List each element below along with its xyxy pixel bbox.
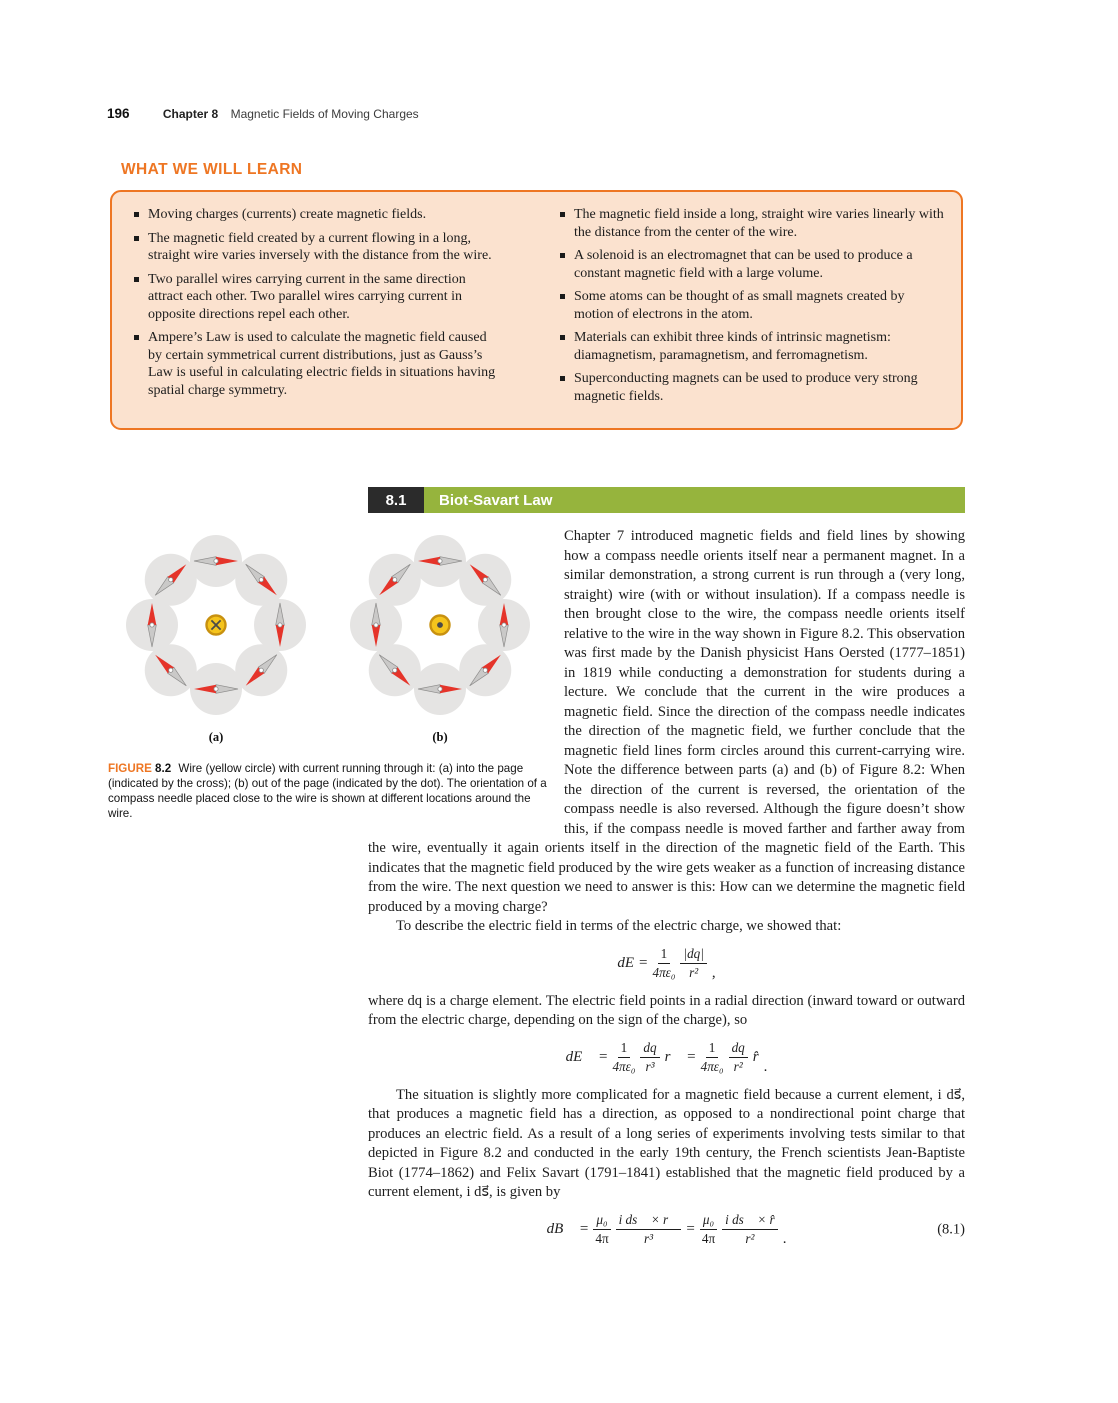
- page-number: 196: [107, 106, 130, 121]
- panel-b-label: (b): [432, 730, 448, 744]
- compass-pivot: [169, 578, 173, 582]
- fraction: [652, 946, 675, 982]
- fraction-denominator: r²: [689, 965, 699, 980]
- unit-vector-r: r̂: [752, 1048, 759, 1065]
- fraction-numerator: |dq|: [680, 946, 706, 965]
- equals-sign: =: [687, 1048, 696, 1065]
- bullet-icon: [560, 376, 565, 381]
- bullet-icon: [560, 294, 565, 299]
- compass-pivot: [214, 559, 218, 563]
- paragraph-biot-savart-history: The situation is slightly more complicated for a magnetic field because a current element, i ds⃗, that produces a magnetic field has a direction, as opposed to a nondirectional point charge that produces an electric field. As a result of a long series of experiments involving tests similar to that depicted in Figure 8.2 and conducted in the early 19th century, the French scientists Jean-Baptiste Biot (1774–1862) and Felix Savart (1791–1841) established that the magnetic field produced by a current element, i ds⃗, is given by: [368, 1086, 965, 1200]
- learn-item-text: Materials can exhibit three kinds of intrinsic magnetism: diamagnetism, paramagnetism, and ferromagnetism.: [574, 330, 891, 363]
- fraction-denominator: 4πε₀: [612, 1059, 636, 1074]
- figure-panel-b: [340, 529, 540, 748]
- equation-electric-field-magnitude: [368, 946, 965, 982]
- fraction-denominator: r²: [733, 1059, 743, 1074]
- fraction-numerator: 1: [618, 1040, 631, 1059]
- fraction-numerator: dq: [640, 1040, 659, 1059]
- equals-sign: =: [639, 954, 648, 971]
- what-we-will-learn-box: [110, 190, 963, 430]
- learn-item-text: A solenoid is an electromagnet that can be used to produce a constant magnetic field with a large volume.: [574, 248, 913, 281]
- figure-8-2: [108, 529, 550, 821]
- bullet-icon: [134, 335, 139, 340]
- figure-label: FIGURE: [108, 761, 152, 775]
- figure-panels: [108, 529, 550, 748]
- compass-pivot: [150, 623, 154, 627]
- equation-body: [547, 1212, 787, 1248]
- fraction: [729, 1040, 748, 1076]
- bullet-icon: [134, 277, 139, 282]
- fraction: [700, 1212, 717, 1248]
- learn-item: [134, 329, 502, 399]
- punctuation: .: [782, 1231, 787, 1247]
- fraction-denominator: 4π: [701, 1231, 716, 1246]
- fraction-numerator: μ₀: [700, 1212, 717, 1231]
- bullet-icon: [560, 212, 565, 217]
- compass-pivot: [214, 687, 218, 691]
- equation-body: [566, 1040, 768, 1076]
- paragraph-oersted-demo: Chapter 7 introduced magnetic fields and field lines by showing how a compass needle orients itself near a permanent magnet. In a similar demonstration, a strong current is run through a (very long, straight) wire (with or without insulation). If a compass needle is then brought close to the wire, the compass needle orients itself relative to the wire in the way shown in Figure 8.2. This observation was first made by the Danish physicist Hans Oersted (1777–1851) in 1819 while conducting a demonstration for students during a lecture. We conclude that the current in the wire produces a magnetic field. Since the direction of the compass needle indicates the direction of the magnetic field, we further conclude that the magnetic field lines form circles around this current-carrying wire. Note the difference between parts (a) and (b) of Figure 8.2: When the direction of the current is reversed, the orientation of the compass needle is also reversed. Although the figure doesn’t show this, if the compass needle is moved farther and farther away from the wire, eventually it again orients itself in the direction of the magnetic field of the Earth. This indicates that the magnetic field produced by the wire gets weaker as a function of increasing distance from the wire. The next question we need to answer is this: How can we determine the magnetic field produced by a moving charge?: [368, 528, 965, 915]
- compass-pivot: [483, 578, 487, 582]
- fraction-denominator: 4π: [595, 1231, 609, 1246]
- equation-electric-field-vector: [368, 1040, 965, 1076]
- learn-item-text: Ampere’s Law is used to calculate the magnetic field caused by certain symmetrical current distributions, just as Gauss’s Law is useful in calculating electric fields in situations having spatial charge symmetry.: [148, 330, 496, 398]
- equals-sign: =: [686, 1220, 695, 1237]
- compass-diagram-current-into-page: [116, 529, 316, 725]
- compass-pivot: [438, 687, 442, 691]
- learn-item: [560, 370, 945, 405]
- section-header: [368, 487, 965, 513]
- fraction-denominator: 4πε₀: [700, 1059, 724, 1074]
- compass-pivot: [259, 668, 263, 672]
- learn-column-left: [134, 206, 502, 418]
- vector-r: r⃗: [664, 1048, 683, 1065]
- eq-lhs: dE: [617, 954, 634, 971]
- chapter-label: Chapter 8: [162, 107, 219, 121]
- compass-diagram-current-out-of-page: [340, 529, 540, 725]
- figure-caption-text: Wire (yellow circle) with current running through it: (a) into the page (indicated by the cross); (b) out of the page (indicated by the dot). The orientation of a compass needle placed close to the wire is shown at different locations around the wire.: [108, 761, 547, 821]
- compass-pivot: [278, 623, 282, 627]
- bullet-icon: [560, 335, 565, 340]
- fraction-numerator: i ds⃗ × r̂: [722, 1212, 778, 1231]
- learn-item-text: Superconducting magnets can be used to produce very strong magnetic fields.: [574, 371, 918, 404]
- equation-number: (8.1): [937, 1220, 965, 1237]
- fraction-denominator: r³: [643, 1231, 654, 1246]
- bullet-icon: [560, 253, 565, 258]
- fraction-denominator: r²: [745, 1231, 755, 1246]
- paragraph-electric-field-intro: To describe the electric field in terms of the electric charge, we showed that:: [396, 918, 842, 934]
- learn-item: [560, 329, 945, 364]
- compass-pivot: [438, 559, 442, 563]
- equals-sign: =: [598, 1048, 608, 1065]
- fraction-denominator: 4πε₀: [652, 965, 676, 980]
- page-header: [107, 106, 419, 121]
- figure-caption: [108, 761, 550, 822]
- fraction: [616, 1212, 682, 1248]
- chapter-title: Magnetic Fields of Moving Charges: [230, 107, 419, 121]
- fraction-numerator: 1: [706, 1040, 719, 1059]
- bullet-icon: [134, 212, 139, 217]
- fraction: [680, 946, 706, 982]
- figure-number: 8.2: [155, 761, 172, 775]
- section-title: Biot-Savart Law: [424, 487, 965, 513]
- figure-panel-a: [116, 529, 316, 748]
- equation-body: [617, 946, 715, 982]
- fraction-numerator: dq: [729, 1040, 748, 1059]
- eq-lhs: dE⃗: [565, 1048, 594, 1065]
- main-text-column: [108, 487, 965, 1258]
- fraction-numerator: μ₀: [593, 1212, 610, 1231]
- learn-item-text: Moving charges (currents) create magnetic fields.: [148, 207, 427, 222]
- compass-pivot: [259, 578, 263, 582]
- learn-item: [560, 206, 945, 241]
- learn-item-text: The magnetic field created by a current flowing in a long, straight wire varies inversely with the distance from the wire.: [148, 230, 492, 263]
- fraction-numerator: i ds⃗ × r⃗: [616, 1212, 682, 1231]
- fraction: [593, 1212, 610, 1248]
- wire-dot-icon: [437, 622, 443, 628]
- compass-pivot: [374, 623, 378, 627]
- learn-item: [134, 230, 502, 265]
- learn-item: [560, 247, 945, 282]
- punctuation: .: [763, 1059, 768, 1075]
- panel-a-label: (a): [208, 730, 224, 744]
- section-number: 8.1: [368, 487, 424, 513]
- eq-lhs: dB⃗: [546, 1220, 575, 1237]
- learn-item-text: Two parallel wires carrying current in the same direction attract each other. Two parallel wires carrying current in opposite directions repel each other.: [148, 271, 466, 322]
- equals-sign: =: [579, 1220, 589, 1237]
- fraction: [722, 1212, 778, 1248]
- fraction: [701, 1040, 724, 1076]
- learn-item: [134, 206, 502, 224]
- learn-item-text: The magnetic field inside a long, straight wire varies linearly with the distance from the center of the wire.: [574, 207, 944, 240]
- compass-pivot: [502, 623, 506, 627]
- fraction-numerator: 1: [658, 946, 671, 965]
- compass-pivot: [483, 668, 487, 672]
- compass-pivot: [169, 668, 173, 672]
- learn-box-heading: WHAT WE WILL LEARN: [121, 161, 303, 178]
- learn-item: [134, 271, 502, 324]
- paragraph-charge-element: where dq is a charge element. The electric field points in a radial direction (inward toward or outward from the electric charge, depending on the sign of the charge), so: [368, 992, 965, 1028]
- compass-pivot: [393, 578, 397, 582]
- learn-column-right: [560, 206, 945, 418]
- punctuation: ,: [711, 965, 716, 981]
- learn-item-text: Some atoms can be thought of as small magnets created by motion of electrons in the atom.: [574, 289, 905, 322]
- fraction: [612, 1040, 635, 1076]
- compass-pivot: [393, 668, 397, 672]
- learn-item: [560, 288, 945, 323]
- section-content: [108, 527, 965, 1248]
- bullet-icon: [134, 236, 139, 241]
- fraction: [640, 1040, 659, 1076]
- equation-biot-savart-law: [368, 1212, 965, 1248]
- fraction-denominator: r³: [645, 1059, 655, 1074]
